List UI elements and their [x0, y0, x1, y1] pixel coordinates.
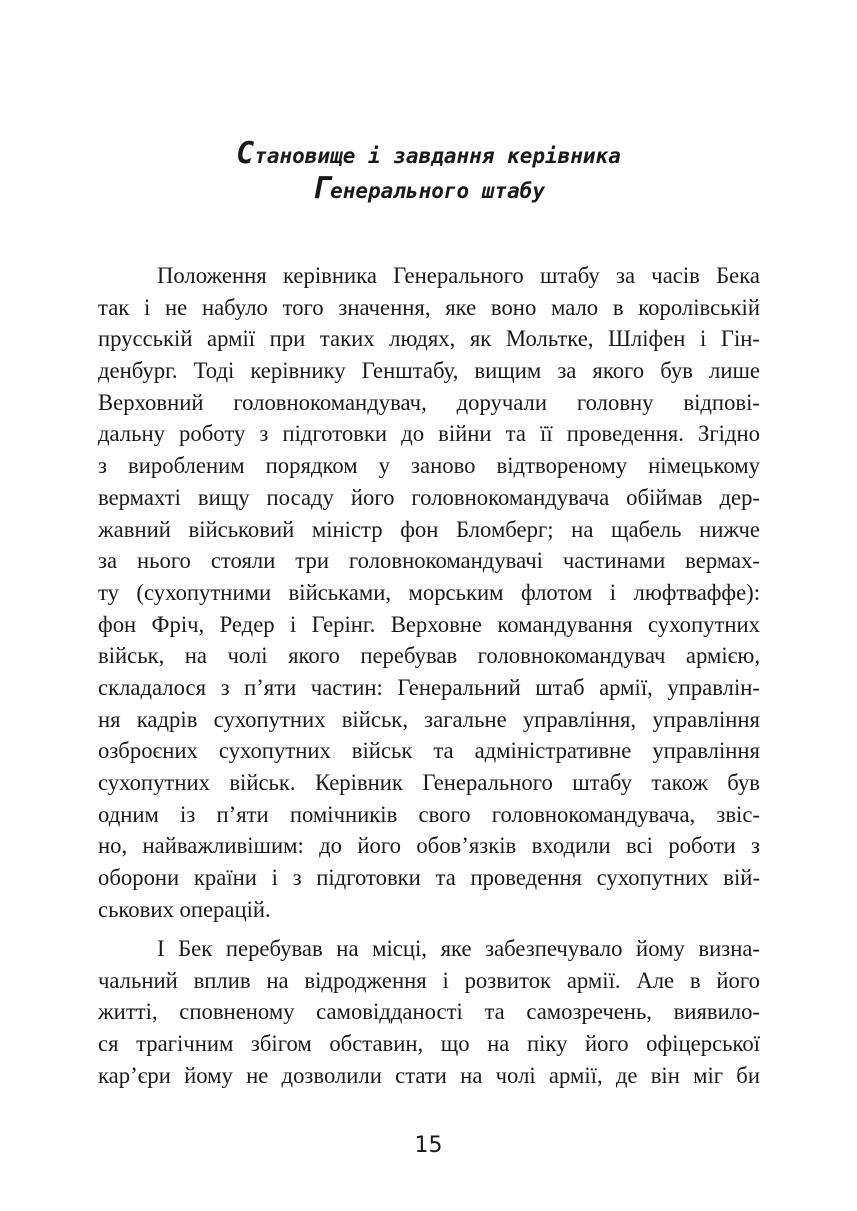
text-line: ня кадрів сухопутних військ, загальне управління, управління: [98, 706, 760, 732]
text-line: складалося з п’яти частин: Генеральний штаб армії, управлін-: [98, 674, 760, 700]
chapter-title-line-1: Становище і завдання керівника: [236, 136, 621, 171]
text-line: за нього стояли три головнокомандувачі частинами вермах-: [98, 548, 760, 574]
text-line: ськових операцій.: [98, 896, 271, 922]
text-line: чальний вплив на відродження і розвиток армії. Але в його: [98, 967, 760, 993]
text-line: денбург. Тоді керівнику Генштабу, вищим за якого був лише: [98, 358, 760, 384]
text-line: вермахті вищу посаду його головнокомандувача обіймав дер-: [98, 484, 760, 510]
text-line: І Бек перебував на місці, яке забезпечувало йому визна-: [157, 936, 760, 961]
text-line: військ, на чолі якого перебував головнокомандувач армією,: [98, 643, 760, 669]
text-line: жавний військовий міністр фон Бломберг; на щабель нижче: [98, 516, 760, 542]
text-line: озброєних сухопутних військ та адміністративне управління: [98, 738, 760, 764]
text-line: кар’єри йому не дозволили стати на чолі армії, де він міг би: [98, 1062, 760, 1088]
text-line: дальну роботу з підготовки до війни та її проведення. Згідно: [98, 421, 760, 447]
page-number: 15: [414, 1133, 443, 1158]
text-line: оборони країни і з підготовки та проведення сухопутних вій-: [98, 865, 760, 891]
chapter-title-line-2: Генерального штабу: [312, 171, 545, 206]
paragraph-2: [98, 933, 760, 1091]
text-line: так і не набуло того значення, яке воно мало в королівській: [98, 294, 760, 320]
text-line: Положення керівника Генерального штабу за часів Бека: [157, 263, 760, 288]
paragraph-1: [98, 260, 760, 925]
text-line: но, найважливішим: до його обов’язків входили всі роботи з: [98, 833, 760, 859]
text-line: фон Фріч, Редер і Герінг. Верховне командування сухопутних: [98, 611, 760, 637]
text-line: сухопутних військ. Керівник Генерального штабу також був: [98, 770, 760, 795]
text-line: прусській армії при таких людях, як Мольтке, Шліфен і Гін-: [98, 326, 760, 352]
text-line: ся трагічним збігом обставин, що на піку його офіцерської: [98, 1031, 760, 1057]
text-line: одним із п’яти помічників свого головнокомандувача, звіс-: [98, 801, 760, 827]
text-line: ту (сухопутними військами, морським флотом і люфтваффе):: [98, 579, 760, 605]
text-line: житті, сповненому самовідданості та самозречень, виявило-: [98, 999, 760, 1025]
text-line: Верховний головнокомандувач, доручали головну відпові-: [98, 389, 760, 415]
text-line: з виробленим порядком у заново відтвореному німецькому: [98, 453, 760, 479]
